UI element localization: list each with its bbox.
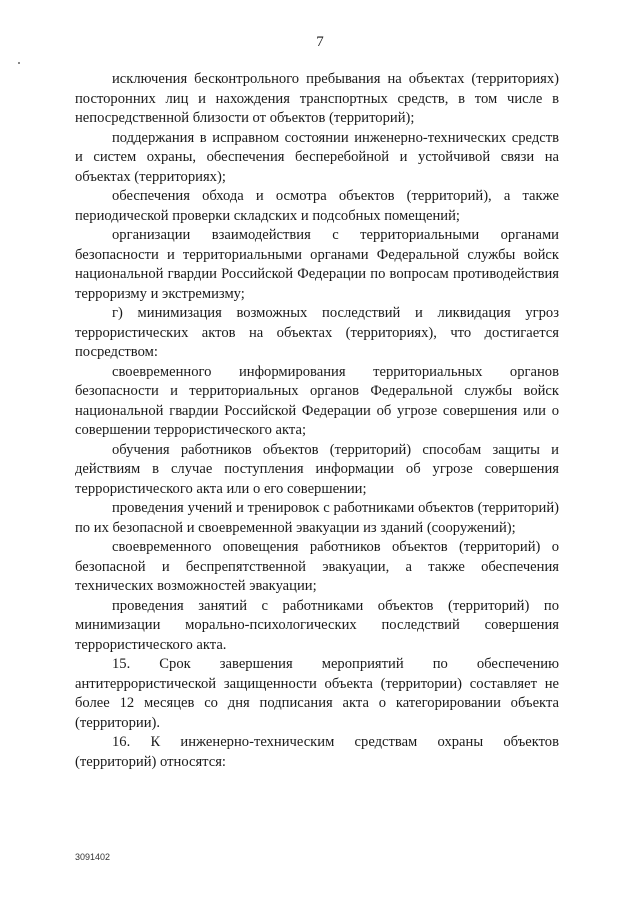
- paragraph: обучения работников объектов (территорий) способам защиты и действиям в случае поступления информации об угрозе совершения террористического акта или о его совершении;: [75, 441, 559, 497]
- paragraph: 15. Срок завершения мероприятий по обеспечению антитеррористической защищенности объекта (территории) составляет не более 12 месяцев со дня подписания акта о категорировании объекта (территории).: [75, 656, 559, 731]
- document-body: [75, 70, 559, 772]
- page-number: 7: [316, 34, 324, 50]
- paragraph: обеспечения обхода и осмотра объектов (территорий), а также периодической проверки складских и подсобных помещений;: [75, 188, 559, 224]
- paragraph: своевременного информирования территориальных органов безопасности и территориальных органов Федеральной службы войск национальной гвардии Российской Федерации об угрозе совершения или о совершении террористического акта;: [75, 363, 559, 438]
- paragraph: 16. К инженерно-техническим средствам охраны объектов (территорий) относятся:: [75, 734, 559, 770]
- paragraph: проведения учений и тренировок с работниками объектов (территорий) по их безопасной и своевременной эвакуации из зданий (сооружений);: [75, 500, 559, 536]
- document-code: 3091402: [75, 852, 111, 862]
- paragraph: исключения бесконтрольного пребывания на объектах (территориях) посторонних лиц и нахождения транспортных средств, в том числе в непосредственной близости от объектов (территорий);: [75, 71, 559, 126]
- paragraph: проведения занятий с работниками объектов (территорий) по минимизации морально-психологических последствий совершения террористического акта.: [75, 597, 559, 653]
- paragraph: своевременного оповещения работников объектов (территорий) о безопасной и беспрепятственной эвакуации, а также обеспечения технических возможностей эвакуации;: [75, 539, 559, 594]
- paragraph: организации взаимодействия с территориальными органами безопасности и территориальными органами Федеральной службы войск национальной гвардии Российской Федерации по вопросам противодействия терроризму и экстремизму;: [75, 227, 559, 302]
- scan-artifact: [18, 62, 20, 64]
- paragraph: поддержания в исправном состоянии инженерно-технических средств и систем охраны, обеспечения бесперебойной и устойчивой связи на объектах (территориях);: [75, 129, 559, 185]
- paragraph: г) минимизация возможных последствий и ликвидация угроз террористических актов на объектах (территориях), что достигается посредством:: [75, 305, 559, 360]
